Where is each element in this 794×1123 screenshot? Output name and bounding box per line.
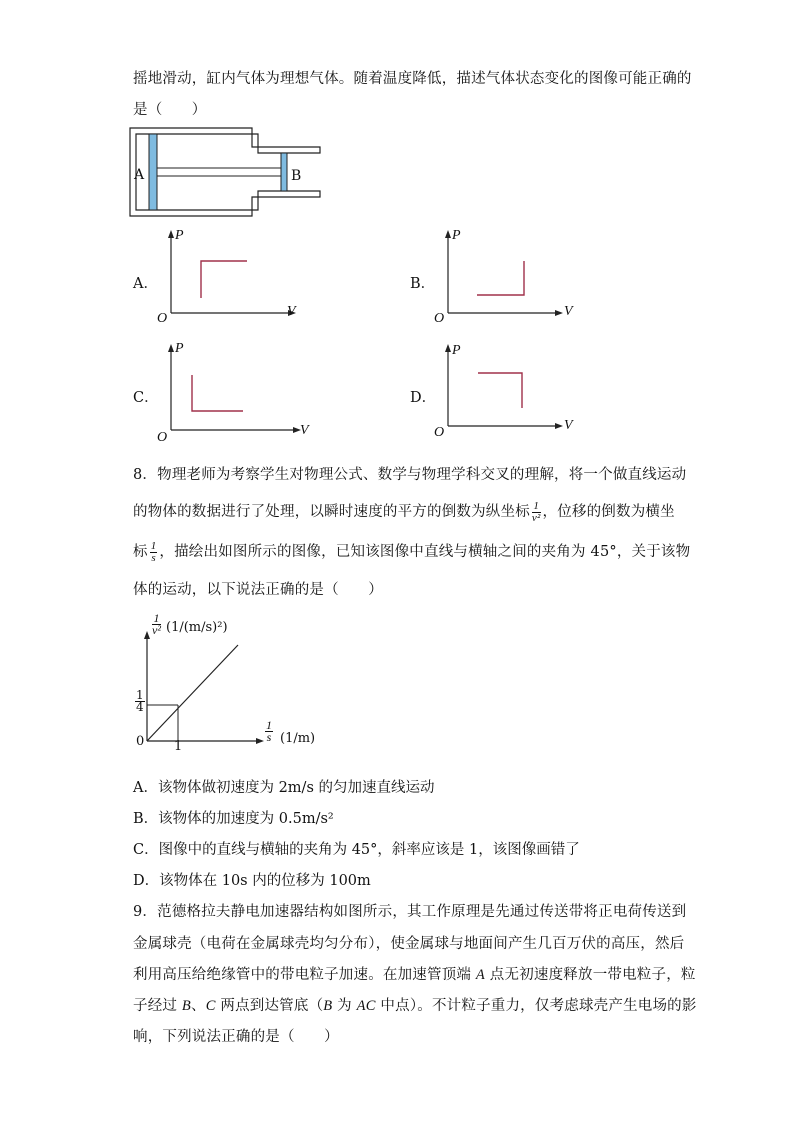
q8-chart-x-den: s [266, 730, 272, 744]
q8-line3-post: ，描绘出如图所示的图像，已知该图像中直线与横轴之间的夹角为 45°，关于该物 [159, 544, 691, 560]
q8-option-d: D．该物体在 10s 内的位移为 100m [133, 873, 371, 889]
graph-d-y-label: P [452, 343, 461, 358]
q9-line4-d: 为 [332, 998, 357, 1014]
q8-text-line-1: 8．物理老师为考察学生对物理公式、数学与物理学科交叉的理解，将一个做直线运动 [133, 467, 687, 483]
option-a-label: A． [133, 276, 158, 292]
q8-chart-x-frac [265, 720, 273, 743]
q8-chart-x-label [263, 720, 275, 743]
q8-chart-y-unit: (1/(m/s)²) [166, 620, 228, 635]
q9-text-line-5: 响，下列说法正确的是（ ） [133, 1029, 339, 1045]
q8-chart-x-unit: (1/m) [280, 731, 316, 746]
q8-chart-y-den: v² [152, 623, 161, 637]
q8-data-line [147, 645, 238, 741]
q8-option-a: A．该物体做初速度为 2m/s 的匀加速直线运动 [133, 780, 435, 796]
q8-chart-y-label [150, 613, 163, 636]
q8-line2-post: ，位移的倒数为横坐 [542, 504, 675, 520]
q8-chart-x-num: 1 [266, 718, 272, 732]
q9-line4-a: 子经过 [133, 998, 182, 1014]
q9-line4-e: 中点）。不计粒子重力，仅考虑球壳产生电场的影 [375, 998, 697, 1014]
q8-chart-y-tick-den: 4 [136, 700, 144, 714]
q8-line3-pre: 标 [133, 544, 148, 560]
q8-text-line-3 [133, 540, 690, 564]
q8-chart-y-tick-frac [135, 690, 145, 713]
graph-c-y-label: P [175, 341, 184, 356]
q8-line2-pre: 的物体的数据进行了处理，以瞬时速度的平方的倒数为纵坐标 [133, 504, 530, 520]
q9-var-a: A [475, 967, 485, 983]
q9-line4-c: 两点到达管底（ [215, 998, 324, 1014]
graph-c-x-label: V [300, 423, 309, 438]
q7-text-line-1: 摇地滑动，缸内气体为理想气体。随着温度降低，描述气体状态变化的图像可能正确的 [133, 71, 692, 87]
q9-line4-b: 、 [190, 998, 206, 1014]
q8-chart-y-tick [133, 690, 147, 713]
q8-frac-x-den: s [151, 551, 156, 564]
q8-frac-x [150, 541, 158, 564]
q9-text-line-2: 金属球壳（电荷在金属球壳均匀分布），使金属球与地面间产生几百万伏的高压，然后 [133, 936, 685, 952]
graph-a-origin: O [157, 311, 168, 326]
q8-option-c: C．图像中的直线与横轴的夹角为 45°，斜率应该是 1，该图像画错了 [133, 842, 580, 858]
graph-b-origin: O [434, 311, 445, 326]
graph-a-x-label: V [287, 304, 296, 319]
q7-text-line-2: 是（ ） [133, 102, 207, 118]
option-b-label: B． [410, 276, 436, 292]
q8-text-line-4: 体的运动，以下说法正确的是（ ） [133, 582, 383, 598]
option-d-label: D． [410, 390, 437, 406]
q8-option-b: B．该物体的加速度为 0.5m/s² [133, 811, 334, 827]
graph-b-x-label: V [564, 304, 573, 319]
graph-c-path [192, 375, 243, 411]
q8-frac-x-num: 1 [150, 539, 157, 552]
graph-c-origin: O [157, 430, 168, 445]
q9-var-b: B [181, 998, 191, 1014]
option-c-label: C． [133, 390, 159, 406]
graph-d-origin: O [434, 425, 445, 440]
q8-chart-x-tick: 1 [174, 739, 183, 754]
q9-line3-pre: 利用高压给绝缘管中的带电粒子加速。在加速管顶端 [133, 967, 476, 983]
graph-d-path [478, 373, 522, 408]
graph-b-path [477, 261, 524, 295]
graph-d-x-label: V [564, 418, 573, 433]
q8-frac-y [532, 501, 541, 524]
q8-frac-y-num: 1 [533, 499, 540, 512]
q9-var-c: C [205, 998, 216, 1014]
q9-text-line-4 [133, 994, 697, 1015]
q9-line3-post: 点无初速度释放一带电粒子，粒 [484, 967, 696, 983]
q8-chart-origin: 0 [136, 734, 145, 749]
q9-var-b2: B [323, 998, 333, 1014]
graph-a-path [201, 261, 247, 298]
graph-b-y-label: P [452, 228, 461, 243]
q9-text-line-1: 9．范德格拉夫静电加速器结构如图所示，其工作原理是先通过传送带将正电荷传送到 [133, 904, 687, 920]
q8-chart-y-num: 1 [153, 611, 160, 625]
graph-a-y-label: P [175, 228, 184, 243]
q8-text-line-2 [133, 500, 675, 524]
piston-a-label: A [134, 167, 145, 183]
q9-text-line-3 [133, 963, 696, 984]
q9-var-ac: AC [356, 998, 376, 1014]
piston-b-label: B [291, 168, 302, 184]
q8-chart-y-tick-num: 1 [136, 688, 144, 702]
q8-chart-y-frac [152, 613, 161, 636]
graph-c [155, 342, 315, 442]
q8-frac-y-den: v² [531, 511, 541, 524]
